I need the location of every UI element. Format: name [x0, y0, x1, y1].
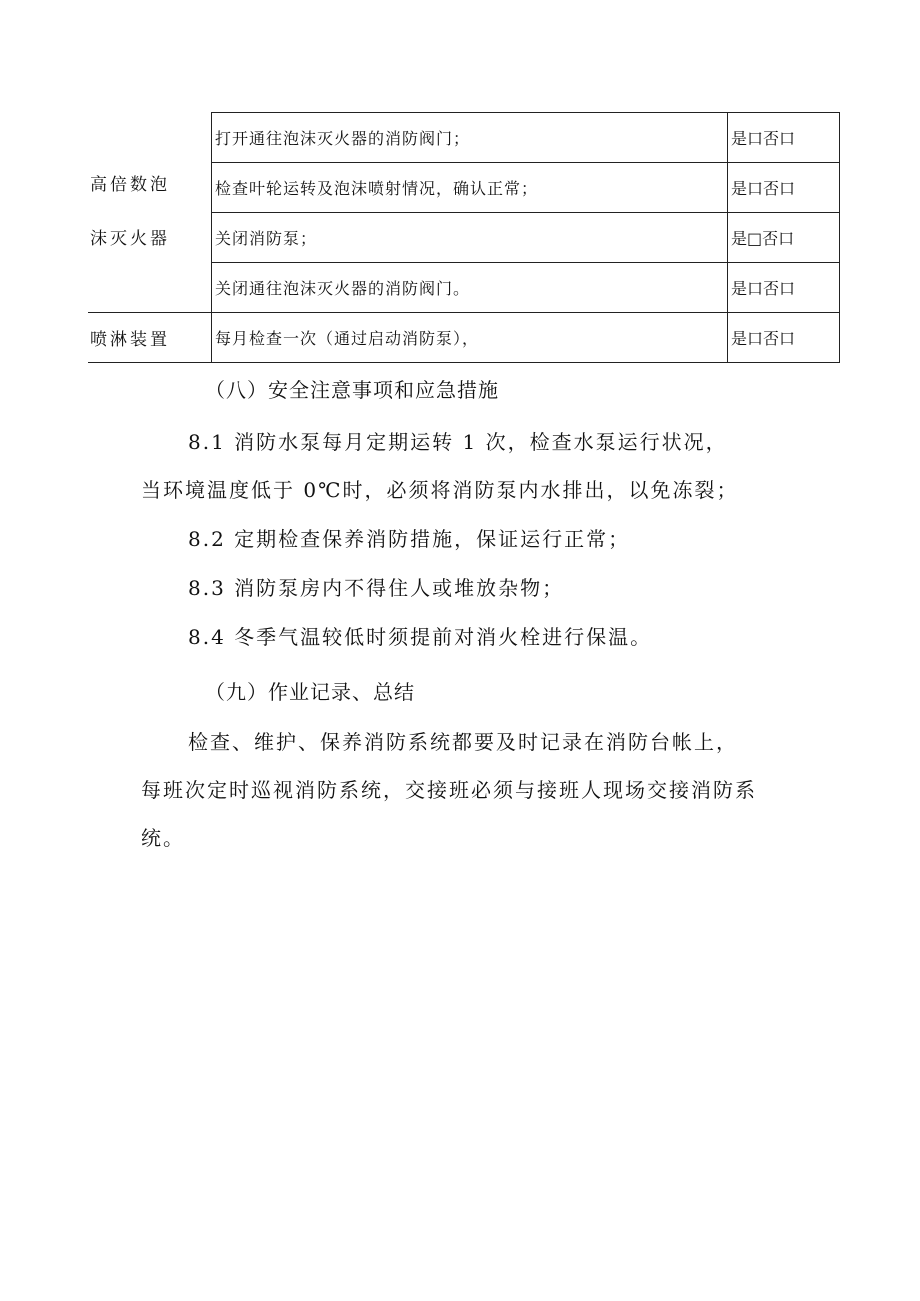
category-line-2: 沫灭火器 — [90, 229, 170, 250]
task-cell: 每月检查一次（通过启动消防泵）， — [212, 313, 728, 363]
paragraph-8-1-line-1: 8.1 消防水泵每月定期运转 1 次，检查水泵运行状况， — [188, 430, 728, 454]
paragraph-9-line-3: 统。 — [141, 826, 185, 850]
inspection-table — [88, 112, 840, 363]
result-checkbox-cell[interactable]: 是口否口 — [728, 263, 840, 313]
paragraph-9-line-2: 每班次定时巡视消防系统，交接班必须与接班人现场交接消防系 — [141, 778, 757, 802]
category-line-1: 高倍数泡 — [90, 175, 170, 196]
result-checkbox-cell[interactable]: 是口否口 — [728, 163, 840, 213]
paragraph-9-line-1: 检查、维护、保养消防系统都要及时记录在消防台帐上， — [188, 730, 738, 754]
task-cell: 关闭通往泡沫灭火器的消防阀门。 — [212, 263, 728, 313]
paragraph-8-4: 8.4 冬季气温较低时须提前对消火栓进行保温。 — [188, 625, 653, 649]
task-cell: 关闭消防泵； — [212, 213, 728, 263]
paragraph-8-3: 8.3 消防泵房内不得住人或堆放杂物； — [188, 576, 565, 600]
result-checkbox-cell[interactable]: 是□否口 — [728, 213, 840, 263]
category-sprinkler: 喷淋装置 — [88, 313, 212, 363]
table-row — [88, 313, 840, 363]
paragraph-8-2: 8.2 定期检查保养消防措施，保证运行正常； — [188, 527, 631, 551]
result-checkbox-cell[interactable]: 是口否口 — [728, 113, 840, 163]
result-checkbox-cell[interactable]: 是口否口 — [728, 313, 840, 363]
task-cell: 打开通往泡沫灭火器的消防阀门； — [212, 113, 728, 163]
task-cell: 检查叶轮运转及泡沫喷射情况，确认正常； — [212, 163, 728, 213]
category-foam-extinguisher — [88, 113, 212, 313]
table-row — [88, 113, 840, 163]
paragraph-8-1-line-2: 当环境温度低于 0℃时，必须将消防泵内水排出，以免冻裂； — [141, 478, 739, 502]
section-9-heading: （九）作业记录、总结 — [205, 680, 415, 704]
section-8-heading: （八）安全注意事项和应急措施 — [205, 378, 499, 402]
